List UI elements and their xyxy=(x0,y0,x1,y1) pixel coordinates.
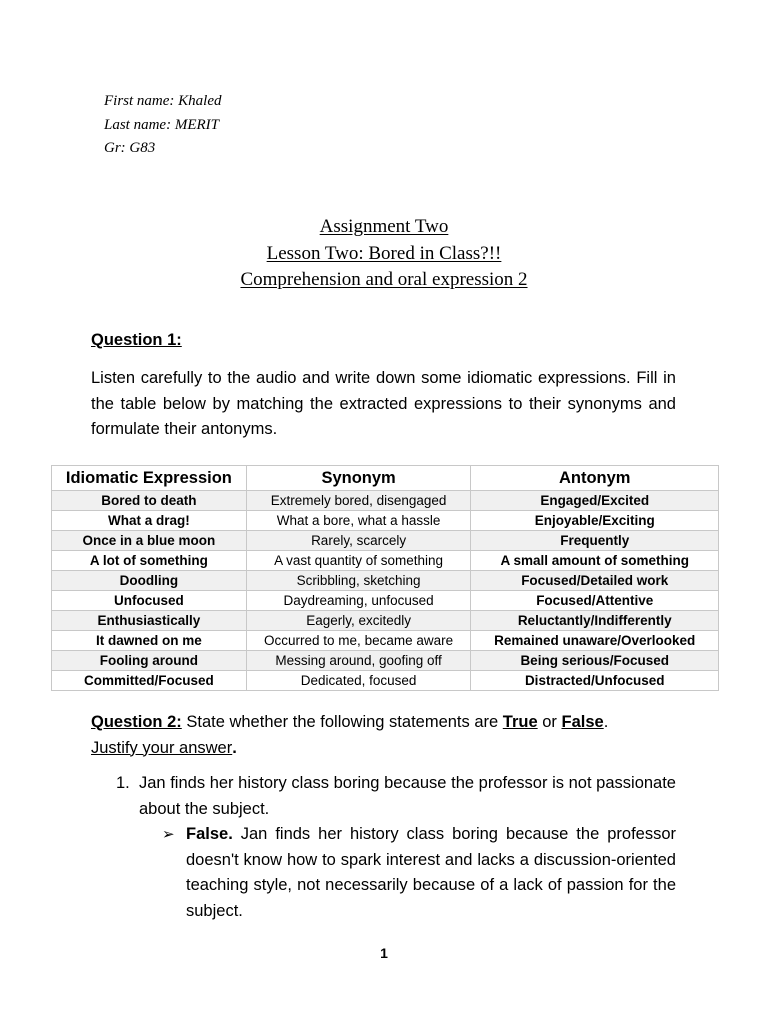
period: . xyxy=(603,713,609,731)
table-row xyxy=(52,651,719,671)
table-row xyxy=(52,571,719,591)
true-word: True xyxy=(502,713,538,731)
expression-cell: Unfocused xyxy=(52,591,247,611)
first-name: First name: Khaled xyxy=(104,93,222,109)
verdict: False. xyxy=(186,825,233,843)
justify-period: . xyxy=(232,738,237,757)
group: Gr: G83 xyxy=(104,140,156,156)
table-row xyxy=(52,611,719,631)
synonym-cell: A vast quantity of something xyxy=(246,551,471,571)
synonym-cell: What a bore, what a hassle xyxy=(246,511,471,531)
antonym-cell: Remained unaware/Overlooked xyxy=(471,631,719,651)
expression-cell: What a drag! xyxy=(52,511,247,531)
student-info xyxy=(104,90,222,161)
question1-heading: Question 1: xyxy=(91,331,182,349)
synonym-cell: Extremely bored, disengaged xyxy=(246,491,471,511)
antonym-cell: A small amount of something xyxy=(471,551,719,571)
table-row xyxy=(52,671,719,691)
synonym-cell: Dedicated, focused xyxy=(246,671,471,691)
synonym-cell: Eagerly, excitedly xyxy=(246,611,471,631)
idioms-table xyxy=(51,465,719,691)
synonym-cell: Occurred to me, became aware xyxy=(246,631,471,651)
table-row xyxy=(52,591,719,611)
table-header-row xyxy=(52,466,719,491)
title-block xyxy=(0,214,768,294)
expression-cell: Once in a blue moon xyxy=(52,531,247,551)
header-synonym: Synonym xyxy=(246,466,471,491)
expression-cell: Committed/Focused xyxy=(52,671,247,691)
header-expression: Idiomatic Expression xyxy=(52,466,247,491)
justify-text: Justify your answer xyxy=(91,738,233,757)
table-row xyxy=(52,531,719,551)
synonym-cell: Messing around, goofing off xyxy=(246,651,471,671)
table-row xyxy=(52,631,719,651)
assignment-title: Assignment Two xyxy=(319,216,449,237)
expression-cell: It dawned on me xyxy=(52,631,247,651)
expression-cell: Doodling xyxy=(52,571,247,591)
table-row xyxy=(52,551,719,571)
arrow-bullet-icon: ➢ xyxy=(162,826,175,843)
antonym-cell: Engaged/Excited xyxy=(471,491,719,511)
header-antonym: Antonym xyxy=(471,466,719,491)
synonym-cell: Scribbling, sketching xyxy=(246,571,471,591)
table-row xyxy=(52,491,719,511)
antonym-cell: Being serious/Focused xyxy=(471,651,719,671)
expression-cell: Enthusiastically xyxy=(52,611,247,631)
question2-text: State whether the following statements are xyxy=(181,713,503,731)
antonym-cell: Frequently xyxy=(471,531,719,551)
question2-heading: Question 2: xyxy=(91,713,182,731)
antonym-cell: Reluctantly/Indifferently xyxy=(471,611,719,631)
answer-text xyxy=(186,822,676,924)
item-number: 1. xyxy=(116,774,130,792)
antonym-cell: Enjoyable/Exciting xyxy=(471,511,719,531)
expression-cell: Fooling around xyxy=(52,651,247,671)
synonym-cell: Daydreaming, unfocused xyxy=(246,591,471,611)
antonym-cell: Focused/Attentive xyxy=(471,591,719,611)
or-word: or xyxy=(537,713,562,731)
question1-instructions: Listen carefully to the audio and write down some idiomatic expressions. Fill in the table below by matching the extracted expressions to their synonyms and formulate their antonyms. xyxy=(91,369,676,438)
last-name: Last name: MERIT xyxy=(104,116,219,133)
antonym-cell: Distracted/Unfocused xyxy=(471,671,719,691)
expression-cell: A lot of something xyxy=(52,551,247,571)
expression-cell: Bored to death xyxy=(52,491,247,511)
synonym-cell: Rarely, scarcely xyxy=(246,531,471,551)
lesson-title: Lesson Two: Bored in Class?!! xyxy=(266,242,502,264)
page-number: 1 xyxy=(380,945,388,961)
statement-text: Jan finds her history class boring because the professor is not passionate about the subject. xyxy=(139,774,676,818)
false-word: False xyxy=(561,713,604,731)
table-row xyxy=(52,511,719,531)
antonym-cell: Focused/Detailed work xyxy=(471,571,719,591)
question2-prompt xyxy=(91,710,676,761)
course-title: Comprehension and oral expression 2 xyxy=(240,269,528,290)
explanation: Jan finds her history class boring because the professor doesn't know how to spark interest and lacks a discussion-oriented teaching style, not necessarily because of a lack of passion for the subject. xyxy=(186,825,676,920)
